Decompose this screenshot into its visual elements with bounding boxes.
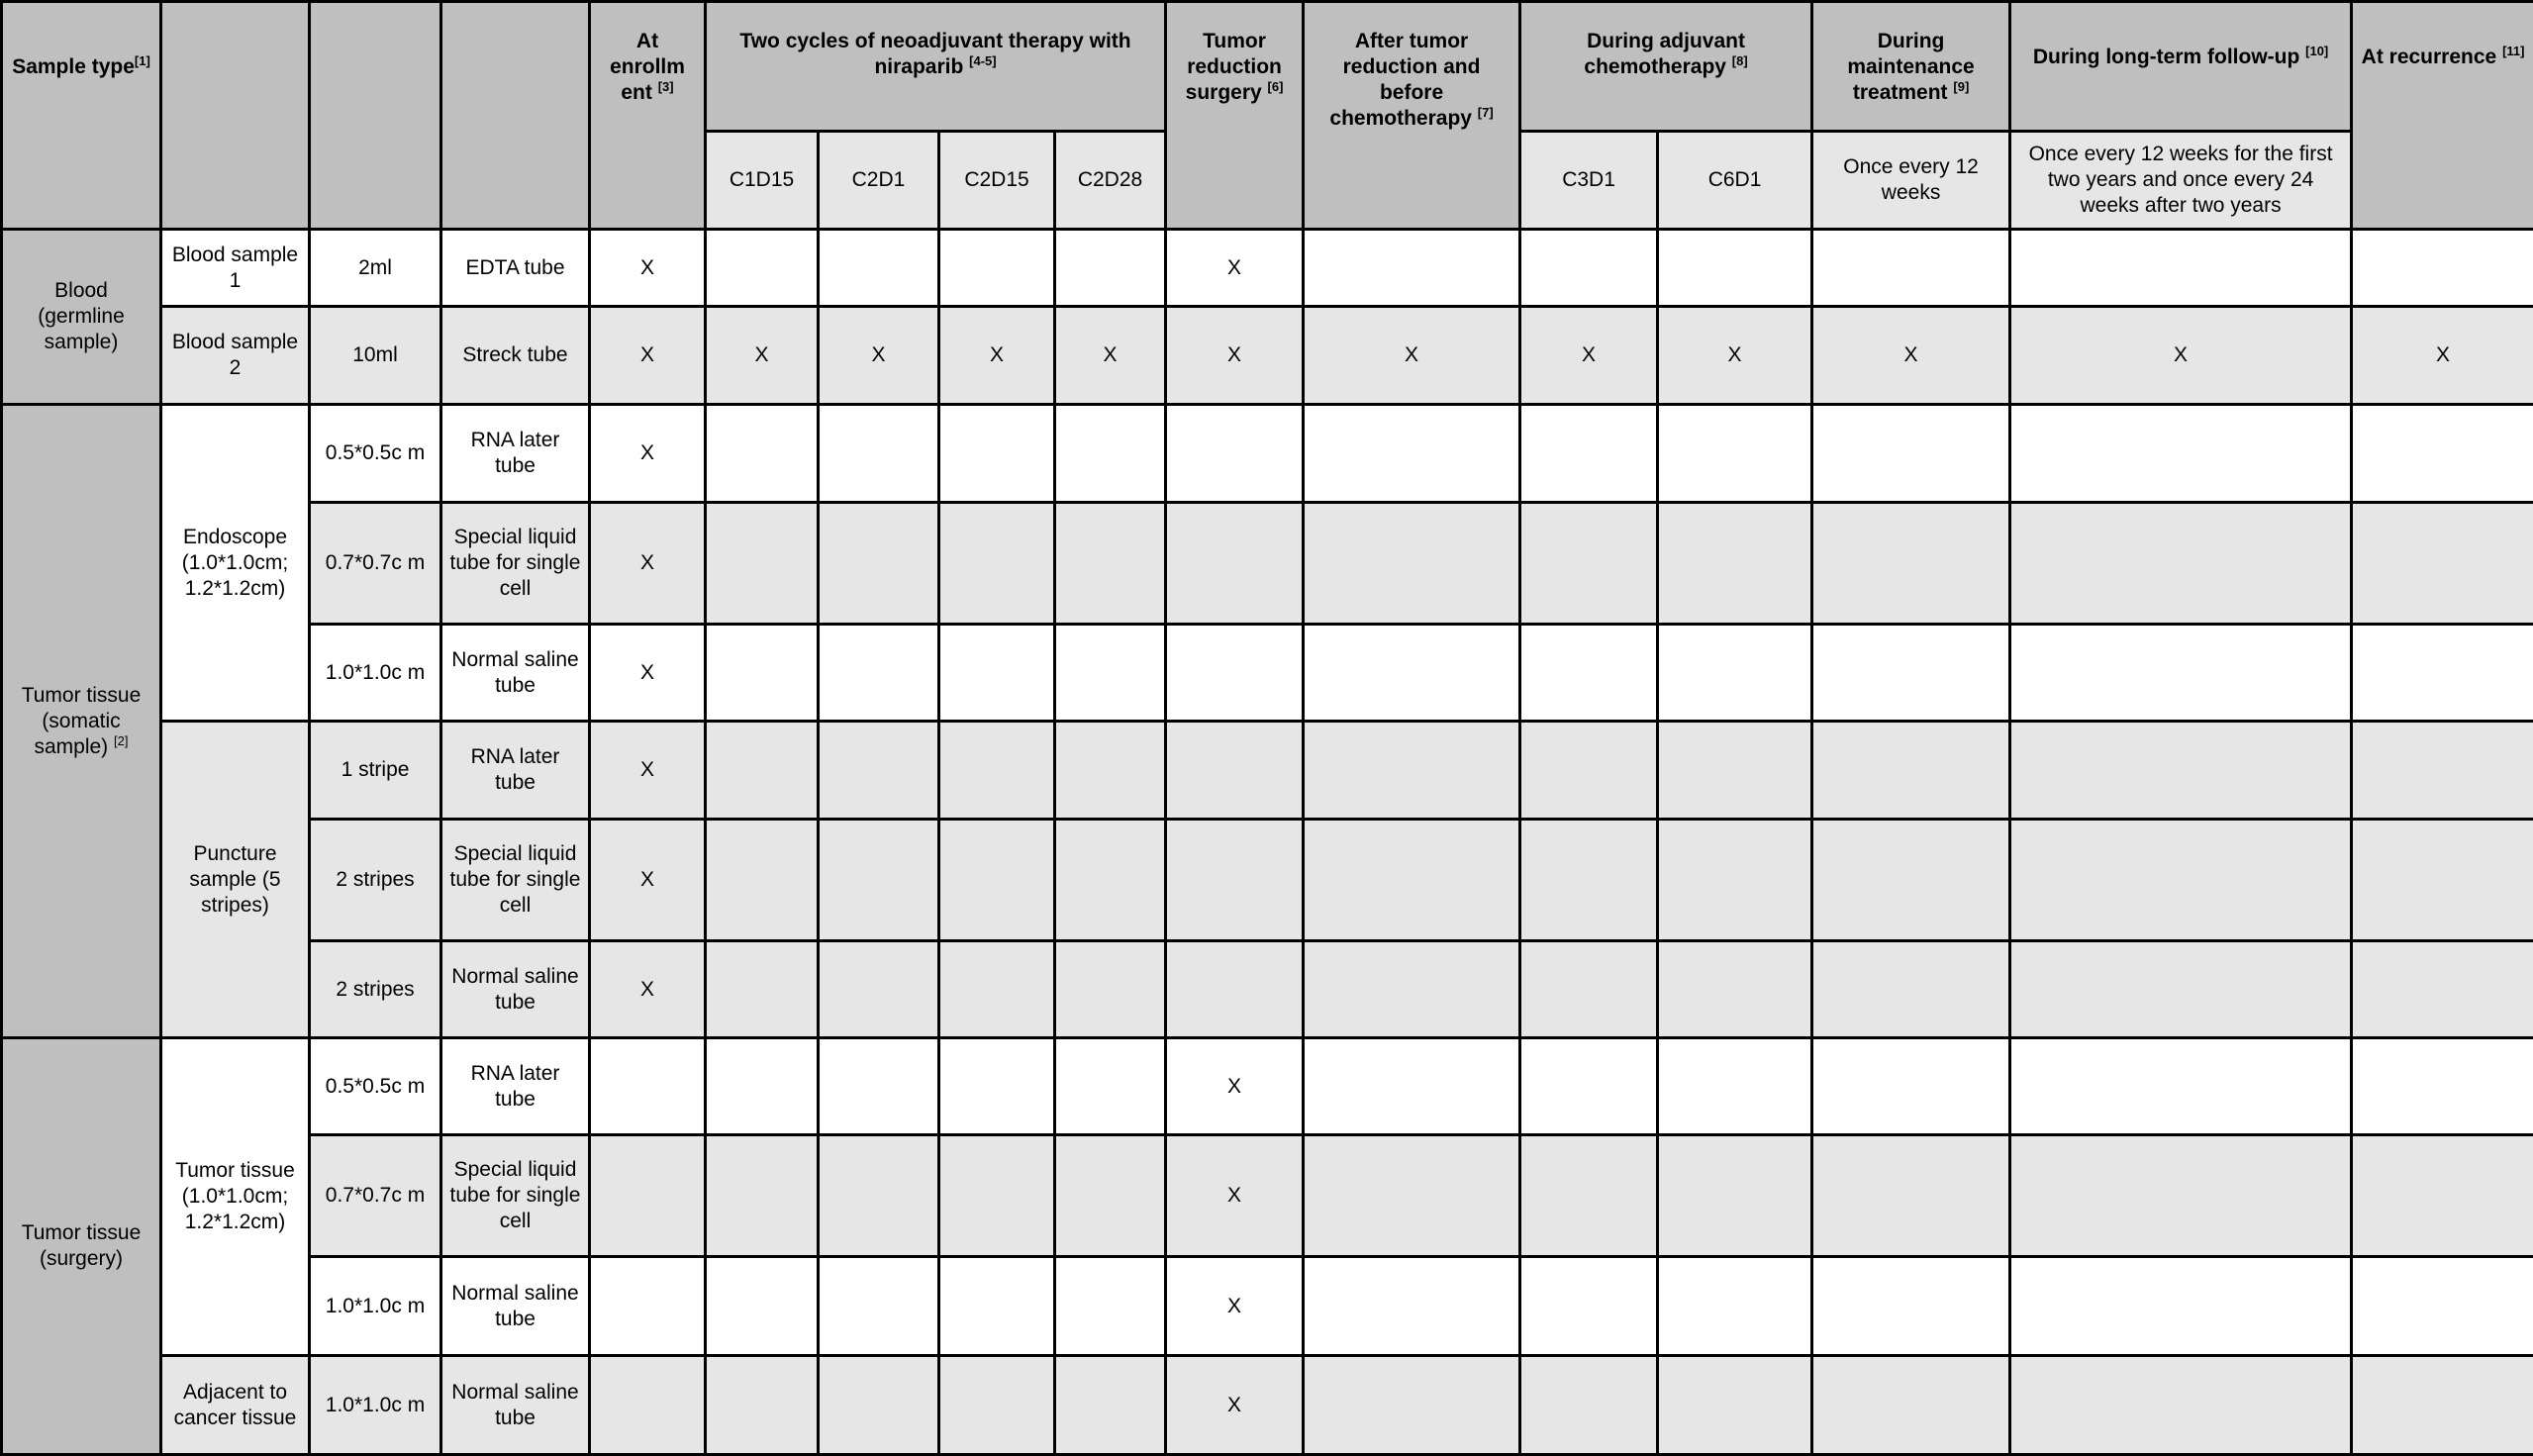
mark-cell [2352, 405, 2533, 503]
subheader-c2d15: C2D15 [939, 132, 1055, 230]
subheader-c1d15: C1D15 [706, 132, 819, 230]
mark-cell [1812, 1135, 2010, 1257]
mark-cell [1812, 820, 2010, 941]
mark-cell [939, 1038, 1055, 1135]
mark-cell [1304, 820, 1520, 941]
mark-cell [1304, 503, 1520, 625]
mark-cell [2010, 1038, 2352, 1135]
mark-cell [1520, 722, 1658, 820]
table-row [2, 1038, 2533, 1135]
mark-cell [819, 1135, 939, 1257]
mark-cell [1520, 1038, 1658, 1135]
sample-size: 1 stripe [310, 722, 441, 820]
mark-cell: X [1166, 1038, 1304, 1135]
mark-cell [819, 820, 939, 941]
mark-cell [706, 941, 819, 1038]
subgroup-endoscope: Endoscope (1.0*1.0cm; 1.2*1.2cm) [161, 405, 310, 722]
mark-cell [2010, 503, 2352, 625]
sample-size: 0.5*0.5c m [310, 405, 441, 503]
mark-cell [939, 1257, 1055, 1356]
mark-cell [819, 625, 939, 722]
mark-cell [819, 230, 939, 307]
tube-type: Special liquid tube for single cell [441, 820, 590, 941]
sample-size: 2ml [310, 230, 441, 307]
mark-cell [2352, 503, 2533, 625]
mark-cell [1812, 722, 2010, 820]
mark-cell [2010, 230, 2352, 307]
mark-cell [1055, 1135, 1166, 1257]
mark-cell [1658, 405, 1812, 503]
mark-cell [1520, 1257, 1658, 1356]
mark-cell [939, 820, 1055, 941]
mark-cell: X [2352, 307, 2533, 405]
mark-cell: X [590, 405, 706, 503]
sample-size: 0.7*0.7c m [310, 1135, 441, 1257]
mark-cell [939, 625, 1055, 722]
header-at-enrollment: At enrollm ent [3] [590, 2, 706, 230]
table-row [2, 722, 2533, 820]
mark-cell [939, 722, 1055, 820]
mark-cell [1812, 230, 2010, 307]
subgroup-puncture: Puncture sample (5 stripes) [161, 722, 310, 1038]
header-blank-3 [441, 2, 590, 230]
mark-cell [2352, 722, 2533, 820]
tube-type: Normal saline tube [441, 625, 590, 722]
mark-cell: X [590, 625, 706, 722]
mark-cell [1055, 503, 1166, 625]
mark-cell: X [939, 307, 1055, 405]
mark-cell [1658, 820, 1812, 941]
tube-type: Normal saline tube [441, 941, 590, 1038]
mark-cell [1055, 722, 1166, 820]
mark-cell [1055, 405, 1166, 503]
mark-cell [1055, 1257, 1166, 1356]
header-neoadjuvant: Two cycles of neoadjuvant therapy with niraparib [4-5] [706, 2, 1166, 132]
tube-type: Normal saline tube [441, 1257, 590, 1356]
mark-cell [1055, 820, 1166, 941]
mark-cell: X [1166, 1135, 1304, 1257]
mark-cell [2352, 820, 2533, 941]
mark-cell: X [1166, 1257, 1304, 1356]
header-blank-1 [161, 2, 310, 230]
mark-cell [706, 1356, 819, 1455]
table-row [2, 405, 2533, 503]
mark-cell [819, 1257, 939, 1356]
sample-size: 0.7*0.7c m [310, 503, 441, 625]
mark-cell [819, 722, 939, 820]
mark-cell [2352, 230, 2533, 307]
sample-size: 1.0*1.0c m [310, 625, 441, 722]
mark-cell: X [819, 307, 939, 405]
header-sample-type: Sample type[1] [2, 2, 161, 230]
sample-size: 0.5*0.5c m [310, 1038, 441, 1135]
mark-cell: X [2010, 307, 2352, 405]
mark-cell [1166, 820, 1304, 941]
table-row [2, 503, 2533, 625]
mark-cell [2352, 1257, 2533, 1356]
subheader-maintenance: Once every 12 weeks [1812, 132, 2010, 230]
mark-cell [1055, 625, 1166, 722]
header-recurrence: At recurrence [11] [2352, 2, 2533, 230]
tube-type: Special liquid tube for single cell [441, 503, 590, 625]
subheader-c6d1: C6D1 [1658, 132, 1812, 230]
header-followup: During long-term follow-up [10] [2010, 2, 2352, 132]
header-row-1 [2, 2, 2533, 132]
mark-cell [1658, 1135, 1812, 1257]
mark-cell [2010, 722, 2352, 820]
mark-cell [1520, 503, 1658, 625]
mark-cell [1166, 503, 1304, 625]
mark-cell [2352, 1135, 2533, 1257]
subheader-c2d1: C2D1 [819, 132, 939, 230]
mark-cell [1166, 941, 1304, 1038]
mark-cell: X [1055, 307, 1166, 405]
group-blood: Blood (germline sample) [2, 230, 161, 405]
header-adjuvant: During adjuvant chemotherapy [8] [1520, 2, 1812, 132]
table-row [2, 625, 2533, 722]
mark-cell [1658, 1257, 1812, 1356]
mark-cell: X [590, 820, 706, 941]
header-after-reduction: After tumor reduction and before chemotherapy [7] [1304, 2, 1520, 230]
mark-cell [1812, 1257, 2010, 1356]
subgroup-adjacent: Adjacent to cancer tissue [161, 1356, 310, 1455]
tube-type: Special liquid tube for single cell [441, 1135, 590, 1257]
subheader-c3d1: C3D1 [1520, 132, 1658, 230]
mark-cell [1812, 405, 2010, 503]
mark-cell: X [1304, 307, 1520, 405]
mark-cell [819, 941, 939, 1038]
table-row [2, 1356, 2533, 1455]
mark-cell [1658, 625, 1812, 722]
mark-cell [1304, 625, 1520, 722]
mark-cell [2010, 1257, 2352, 1356]
mark-cell [2352, 941, 2533, 1038]
mark-cell: X [590, 503, 706, 625]
mark-cell [939, 230, 1055, 307]
mark-cell [1812, 625, 2010, 722]
mark-cell [1658, 503, 1812, 625]
mark-cell [590, 1356, 706, 1455]
mark-cell [2010, 941, 2352, 1038]
mark-cell: X [1166, 230, 1304, 307]
mark-cell [1812, 941, 2010, 1038]
sample-size: 2 stripes [310, 820, 441, 941]
mark-cell [1304, 1135, 1520, 1257]
mark-cell: X [1658, 307, 1812, 405]
mark-cell [1304, 941, 1520, 1038]
mark-cell: X [1520, 307, 1658, 405]
mark-cell [706, 1257, 819, 1356]
mark-cell: X [1166, 307, 1304, 405]
mark-cell [1304, 405, 1520, 503]
mark-cell [939, 1135, 1055, 1257]
mark-cell [1520, 625, 1658, 722]
mark-cell [1055, 230, 1166, 307]
mark-cell [2010, 405, 2352, 503]
mark-cell [706, 820, 819, 941]
mark-cell [1812, 503, 2010, 625]
table-row [2, 1135, 2533, 1257]
mark-cell [1520, 230, 1658, 307]
subheader-followup: Once every 12 weeks for the first two years and once every 24 weeks after two years [2010, 132, 2352, 230]
mark-cell [706, 1038, 819, 1135]
mark-cell [1304, 230, 1520, 307]
mark-cell: X [590, 722, 706, 820]
mark-cell [1520, 1135, 1658, 1257]
mark-cell [939, 405, 1055, 503]
mark-cell [1520, 820, 1658, 941]
mark-cell: X [1166, 1356, 1304, 1455]
mark-cell [1166, 405, 1304, 503]
mark-cell [1055, 1356, 1166, 1455]
mark-cell [1304, 722, 1520, 820]
tube-type: EDTA tube [441, 230, 590, 307]
mark-cell [590, 1135, 706, 1257]
mark-cell [1304, 1257, 1520, 1356]
mark-cell [706, 405, 819, 503]
tube-type: RNA later tube [441, 722, 590, 820]
mark-cell [2010, 820, 2352, 941]
table-row [2, 820, 2533, 941]
mark-cell: X [590, 941, 706, 1038]
header-maintenance: During maintenance treatment [9] [1812, 2, 2010, 132]
tube-type: RNA later tube [441, 405, 590, 503]
mark-cell [1658, 722, 1812, 820]
mark-cell [706, 1135, 819, 1257]
mark-cell: X [590, 230, 706, 307]
mark-cell: X [590, 307, 706, 405]
mark-cell [1520, 405, 1658, 503]
tube-type: Normal saline tube [441, 1356, 590, 1455]
sample-size: 2 stripes [310, 941, 441, 1038]
mark-cell [1166, 722, 1304, 820]
mark-cell [819, 1356, 939, 1455]
mark-cell: X [1812, 307, 2010, 405]
mark-cell [819, 503, 939, 625]
mark-cell [1812, 1038, 2010, 1135]
mark-cell [939, 1356, 1055, 1455]
mark-cell [2352, 625, 2533, 722]
mark-cell [939, 941, 1055, 1038]
mark-cell [706, 625, 819, 722]
mark-cell [1812, 1356, 2010, 1455]
header-blank-2 [310, 2, 441, 230]
table-row [2, 307, 2533, 405]
group-tumor-surgery: Tumor tissue (surgery) [2, 1038, 161, 1455]
mark-cell [939, 503, 1055, 625]
mark-cell [590, 1257, 706, 1356]
mark-cell [2010, 625, 2352, 722]
mark-cell [2010, 1356, 2352, 1455]
mark-cell [1658, 1038, 1812, 1135]
mark-cell [1658, 1356, 1812, 1455]
mark-cell [819, 405, 939, 503]
table-row [2, 230, 2533, 307]
subheader-c2d28: C2D28 [1055, 132, 1166, 230]
mark-cell [706, 230, 819, 307]
mark-cell [2010, 1135, 2352, 1257]
sample-size: 1.0*1.0c m [310, 1356, 441, 1455]
sub-sample: Blood sample 1 [161, 230, 310, 307]
mark-cell [1055, 1038, 1166, 1135]
table-row [2, 941, 2533, 1038]
sample-size: 1.0*1.0c m [310, 1257, 441, 1356]
mark-cell [1304, 1356, 1520, 1455]
tube-type: RNA later tube [441, 1038, 590, 1135]
sub-sample: Blood sample 2 [161, 307, 310, 405]
table-row [2, 1257, 2533, 1356]
mark-cell [1055, 941, 1166, 1038]
mark-cell [1520, 1356, 1658, 1455]
sample-size: 10ml [310, 307, 441, 405]
mark-cell [1304, 1038, 1520, 1135]
mark-cell [590, 1038, 706, 1135]
mark-cell [1658, 230, 1812, 307]
mark-cell [706, 722, 819, 820]
header-tumor-reduction-surgery: Tumor reduction surgery [6] [1166, 2, 1304, 230]
group-tumor-somatic: Tumor tissue (somatic sample) [2] [2, 405, 161, 1038]
mark-cell: X [706, 307, 819, 405]
mark-cell [2352, 1356, 2533, 1455]
mark-cell [2352, 1038, 2533, 1135]
mark-cell [1658, 941, 1812, 1038]
tube-type: Streck tube [441, 307, 590, 405]
mark-cell [1520, 941, 1658, 1038]
mark-cell [706, 503, 819, 625]
mark-cell [819, 1038, 939, 1135]
subgroup-surgery-tissue: Tumor tissue (1.0*1.0cm; 1.2*1.2cm) [161, 1038, 310, 1356]
mark-cell [1166, 625, 1304, 722]
